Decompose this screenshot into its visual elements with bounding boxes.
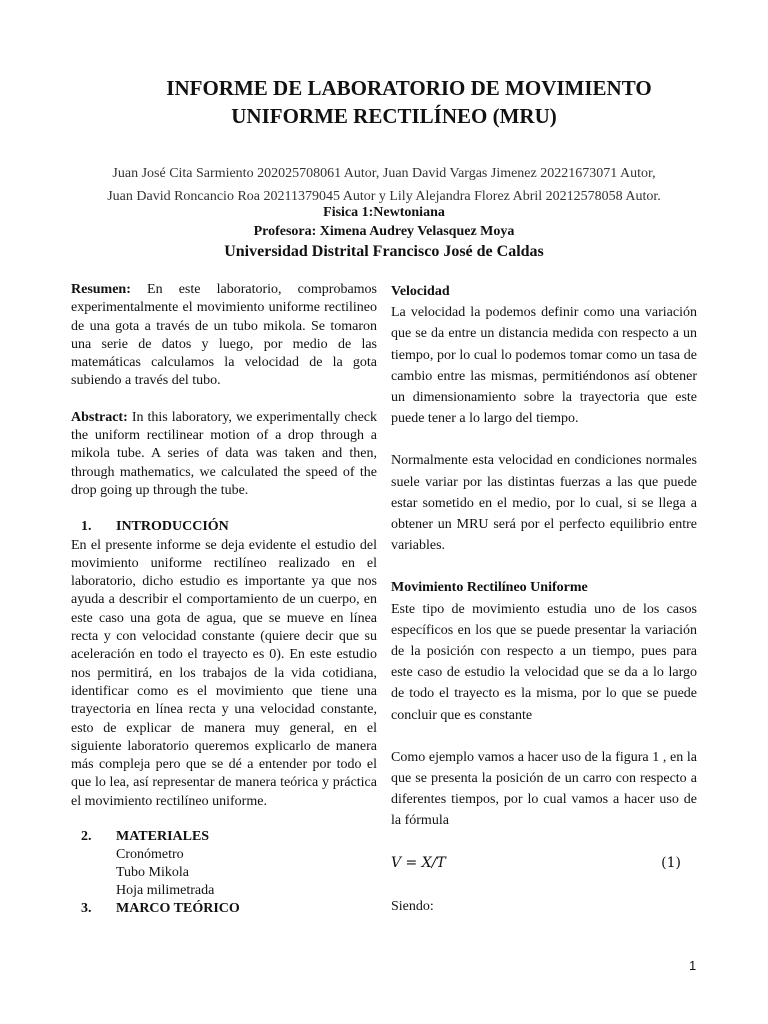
resumen-label: Resumen: xyxy=(71,282,131,297)
right-column xyxy=(391,281,697,917)
resumen-text: En este laboratorio, comprobamos experimentalmente el movimiento uniforme rectilineo de una gota a través de un tubo mikola. Se tomaron una serie de datos y luego, por medio de las matemáticas calculamos la velocidad de la gota subiendo a través del tubo. xyxy=(71,282,377,389)
abstract-paragraph xyxy=(71,409,377,500)
authors-line-2: Juan David Roncancio Roa 20211379045 Autor y Lily Alejandra Florez Abril 20212578058 Autor. xyxy=(107,189,661,204)
university-name: Universidad Distrital Francisco José de Caldas xyxy=(224,243,544,260)
materiales-heading: 2. MATERIALES xyxy=(81,829,210,845)
material-item: Hoja milimetrada xyxy=(116,883,215,899)
course-name: Fisica 1:Newtoniana xyxy=(323,205,445,220)
siendo-text: Siendo: xyxy=(391,898,434,914)
authors xyxy=(60,162,708,208)
mru-heading: Movimiento Rectilíneo Uniforme xyxy=(391,580,588,596)
velocidad-heading: Velocidad xyxy=(391,284,450,299)
title-line-2: UNIFORME RECTILÍNEO (MRU) xyxy=(231,104,557,128)
velocidad-paragraph-1: La velocidad la podemos definir como una variación que se da entre un distancia medida con respecto a un tiempo, por lo cual lo podemos tomar como un tasa de cambio entre las mismas, permitiéndonos así obtener un dimensionamiento sobre la trayectoria que este puede tener a lo largo del tiempo. xyxy=(391,305,697,427)
marco-heading: 3. MARCO TEÓRICO xyxy=(81,901,240,917)
intro-paragraph: En el presente informe se deja evidente el estudio del movimiento uniforme rectilíneo realizado en el laboratorio, dicho estudio es importante ya que nos ayuda a describir el comportamiento de un cuerpo, en este caso una gota de agua, que se mueve en línea recta y con velocidad constante (quiere decir que su aceleración en todo el trayecto es 0). En este estudio nos permitirá, en los trabajos de la vida cotidiana, identificar como es el movimiento que tiene una trayectoria en línea recta y una velocidad constante, esto de explicar de manera muy general, en el siguiente laboratorio queremos explicarlo de manera más compleja pero que se dé a entender por todo el que lo lea, así representar de manera teórica y práctica el movimiento rectilíneo uniforme. xyxy=(71,537,377,809)
formula-number: (1) xyxy=(661,854,681,871)
authors-line-1: Juan José Cita Sarmiento 202025708061 Autor, Juan David Vargas Jimenez 20221673071 Autor, xyxy=(112,166,656,181)
materials-list xyxy=(71,846,377,900)
left-column xyxy=(71,281,377,919)
intro-heading: 1. INTRODUCCIÓN xyxy=(81,519,229,535)
formula-expression: V = X/T xyxy=(391,854,446,871)
material-item: Tubo Mikola xyxy=(116,865,190,881)
formula-row xyxy=(391,853,697,874)
resumen-paragraph xyxy=(71,281,377,391)
page-number: 1 xyxy=(689,958,697,973)
abstract-label: Abstract: xyxy=(71,409,128,425)
mru-paragraph-2: Como ejemplo vamos a hacer uso de la figura 1 , en la que se presenta la posición de un carro con respecto a diferentes tiempos, por lo cual vamos a hacer uso de la fórmula xyxy=(391,749,697,829)
mru-paragraph-1: Este tipo de movimiento estudia uno de los casos específicos en los que se puede presentar la variación de la posición con respecto a un tiempo, pues para este caso de estudio la velocidad que se da a lo largo de todo el trayecto es la misma, por lo que se puede concluir que es constante xyxy=(391,601,697,723)
material-item: Cronómetro xyxy=(116,847,184,863)
paper-title xyxy=(0,74,768,130)
teacher-name: Profesora: Ximena Audrey Velasquez Moya xyxy=(253,224,515,239)
title-line-1: INFORME DE LABORATORIO DE MOVIMIENTO xyxy=(166,76,652,100)
abstract-text: In this laboratory, we experimentally check the uniform rectilinear motion of a drop through a mikola tube. A series of data was taken and then, through mathematics, we calculated the speed of the drop going up through the tube. xyxy=(71,409,377,498)
velocidad-paragraph-2: Normalmente esta velocidad en condiciones normales suele variar por las distintas fuerzas a las que puede estar sometido en el medio, por lo cual, si se llega a obtener un MRU será por el perfecto equilibrio entre variables. xyxy=(391,453,697,554)
